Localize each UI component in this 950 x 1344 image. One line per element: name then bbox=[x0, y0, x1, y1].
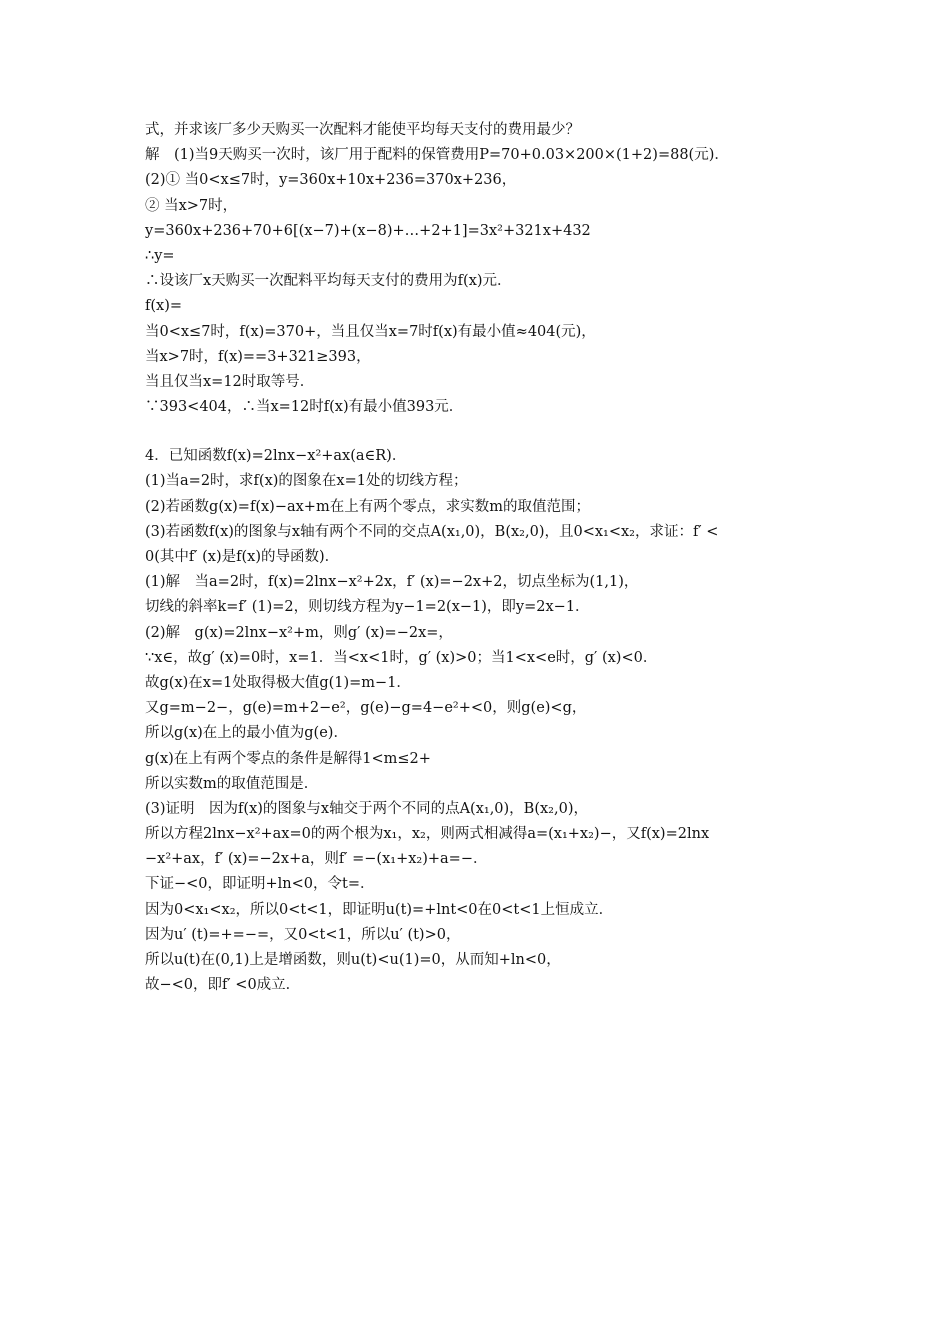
text-line: ∴设该厂x天购买一次配料平均每天支付的费用为f(x)元． bbox=[145, 273, 512, 290]
text-line: (2)① 当0<x≤7时，y=360x+10x+236=370x+236， bbox=[145, 172, 517, 189]
text-line: 因为0<x₁<x₂，所以0<t<1，即证明u(t)=+lnt<0在0<t<1上恒成立． bbox=[145, 901, 614, 918]
text-line: 0(其中f′ (x)是f(x)的导函数)． bbox=[145, 549, 340, 565]
text-line: 当且仅当x=12时取等号． bbox=[145, 373, 315, 390]
text-line: 下证−<0，即证明+ln<0，令t=． bbox=[145, 876, 375, 893]
text-line: (2)若函数g(x)=f(x)−ax+m在上有两个零点，求实数m的取值范围； bbox=[145, 498, 590, 515]
text-line: 又g=m−2−，g(e)=m+2−e²，g(e)−g=4−e²+<0，则g(e)<g， bbox=[145, 700, 587, 717]
text-line: −x²+ax，f′ (x)=−2x+a，则f′ =−(x₁+x₂)+a=−． bbox=[145, 851, 488, 868]
text-line: 所以g(x)在上的最小值为g(e)． bbox=[145, 725, 348, 742]
text-line: 解 (1)当9天购买一次时，该厂用于配料的保管费用P=70+0.03×200×(1+2)=88(元)． bbox=[145, 147, 729, 164]
text-line: ② 当x>7时， bbox=[145, 197, 238, 214]
document-page bbox=[145, 118, 835, 998]
problem-heading: 4．已知函数f(x)=2lnx−x²+ax(a∈R)． bbox=[145, 448, 407, 465]
text-line: y=360x+236+70+6[(x−7)+(x−8)+…+2+1]=3x²+321x+432 bbox=[145, 222, 591, 239]
text-line: 式，并求该厂多少天购买一次配料才能使平均每天支付的费用最少？ bbox=[145, 122, 580, 138]
text-line: 因为u′ (t)=+=−=，又0<t<1，所以u′ (t)>0， bbox=[145, 926, 461, 943]
section-3-solution bbox=[145, 118, 835, 420]
section-4-problem bbox=[145, 444, 835, 998]
text-line: 当0<x≤7时，f(x)=370+，当且仅当x=7时f(x)有最小值≈404(元)， bbox=[145, 323, 596, 340]
text-line: ∵393<404，∴当x=12时f(x)有最小值393元． bbox=[145, 399, 464, 416]
text-line: 故−<0，即f′ <0成立． bbox=[145, 977, 301, 994]
text-line: (3)证明 因为f(x)的图象与x轴交于两个不同的点A(x₁,0)，B(x₂,0)， bbox=[145, 800, 588, 817]
text-line: ∵x∈，故g′ (x)=0时，x=1．当<x<1时，g′ (x)>0；当1<x<e时，g′ (x)<0． bbox=[145, 649, 658, 666]
text-line: (3)若函数f(x)的图象与x轴有两个不同的交点A(x₁,0)，B(x₂,0)，且0<x₁<x₂，求证：f′ < bbox=[145, 523, 719, 540]
text-line: (1)解 当a=2时，f(x)=2lnx−x²+2x，f′ (x)=−2x+2，切点坐标为(1,1)， bbox=[145, 574, 639, 591]
text-line: g(x)在上有两个零点的条件是解得1<m≤2+ bbox=[145, 750, 431, 767]
text-line: 当x>7时，f(x)==3+321≥393， bbox=[145, 348, 371, 365]
text-line: ∴y= bbox=[145, 247, 175, 264]
text-line: 所以方程2lnx−x²+ax=0的两个根为x₁，x₂，则两式相减得a=(x₁+x₂)−，又f(x)=2lnx bbox=[145, 826, 710, 843]
paragraph-gap bbox=[145, 420, 835, 444]
text-line: (2)解 g(x)=2lnx−x²+m，则g′ (x)=−2x=， bbox=[145, 624, 453, 641]
text-line: 所以实数m的取值范围是． bbox=[145, 775, 319, 792]
text-line: 所以u(t)在(0,1)上是增函数，则u(t)<u(1)=0，从而知+ln<0， bbox=[145, 952, 561, 968]
text-line: (1)当a=2时，求f(x)的图象在x=1处的切线方程； bbox=[145, 473, 468, 490]
text-line: 切线的斜率k=f′ (1)=2，则切线方程为y−1=2(x−1)，即y=2x−1． bbox=[145, 599, 590, 616]
text-line: f(x)= bbox=[145, 298, 183, 315]
text-line: 故g(x)在x=1处取得极大值g(1)=m−1． bbox=[145, 674, 411, 691]
